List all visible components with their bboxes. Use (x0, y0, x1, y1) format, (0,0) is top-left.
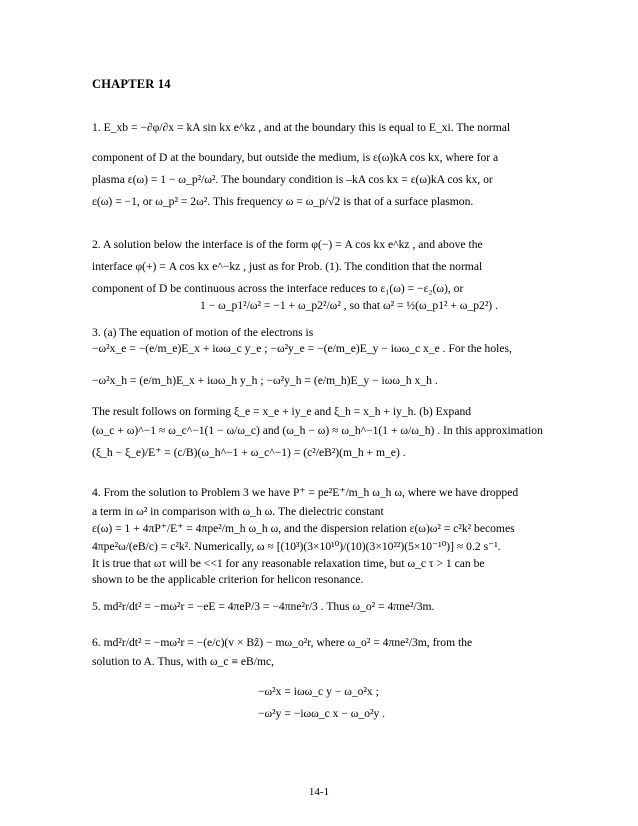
problem-4-line-3: ε(ω) = 1 + 4πP⁺/E⁺ = 4πpe²/m_h ω_h ω, and the dispersion relation ε(ω)ω² = c²k² becomes (92, 522, 515, 535)
chapter-heading: CHAPTER 14 (92, 77, 171, 91)
problem-6-line-2: solution to A. Thus, with ω_c ≡ eB/mc, (92, 655, 275, 668)
problem-6-equation-1: −ω²x = iωω_c y − ω_o²x ; (258, 685, 379, 698)
problem-4-line-6: shown to be the applicable criterion for helicon resonance. (92, 573, 364, 586)
problem-1-line-2: component of D at the boundary, but outside the medium, is ε(ω)kA cos kx, where for a (92, 151, 499, 164)
problem-2-equation: 1 − ω_p1²/ω² = −1 + ω_p2²/ω² , so that ω² = ½(ω_p1² + ω_p2²) . (200, 299, 498, 312)
problem-6-line-1: 6. md²r/dt² = −mω²r = −(e/c)(v × Bẑ) − mω_o²r, where ω_o² = 4πne²/3m, from the (92, 636, 473, 649)
problem-4-line-1: 4. From the solution to Problem 3 we have P⁺ = pe²E⁺/m_h ω_h ω, where we have dropped (92, 486, 519, 499)
problem-4-line-4: 4πpe²ω/(eB/c) = c²k². Numerically, ω ≈ [(10³)(3×10¹⁰)/(10)(3×10²²)(5×10⁻¹⁰)] ≈ 0.2 s⁻¹. (92, 540, 501, 553)
problem-2-line-3: component of D be continuous across the interface reduces to ε₁(ω) = −ε₂(ω), or (92, 282, 464, 295)
problem-3-line-2: −ω²x_e = −(e/m_e)E_x + iωω_c y_e ; −ω²y_e = −(e/m_e)E_y − iωω_c x_e . For the holes, (92, 342, 512, 355)
problem-3-line-1: 3. (a) The equation of motion of the electrons is (92, 326, 314, 339)
problem-3-line-4: The result follows on forming ξ_e = x_e + iy_e and ξ_h = x_h + iy_h. (b) Expand (92, 405, 472, 418)
page-number: 14-1 (308, 786, 330, 798)
problem-5-line: 5. md²r/dt² = −mω²r = −eE = 4πeP/3 = −4πne²r/3 . Thus ω_o² = 4πne²/3m. (92, 600, 435, 613)
problem-3-line-5: (ω_c + ω)^−1 ≈ ω_c^−1(1 − ω/ω_c) and (ω_h − ω) ≈ ω_h^−1(1 + ω/ω_h) . In this approximation (92, 424, 543, 437)
problem-1-line-3: plasma ε(ω) = 1 − ω_p²/ω². The boundary condition is –kA cos kx = ε(ω)kA cos kx, or (92, 173, 493, 186)
problem-4-line-2: a term in ω² in comparison with ω_h ω. The dielectric constant (92, 505, 384, 518)
problem-2-line-2: interface φ(+) = A cos kx e^−kz , just as for Prob. (1). The condition that the normal (92, 260, 483, 273)
problem-1-line-1: 1. E_xb = −∂φ/∂x = kA sin kx e^kz , and at the boundary this is equal to E_xi. The normal (92, 121, 511, 134)
problem-2-line-1: 2. A solution below the interface is of the form φ(−) = A cos kx e^kz , and above the (92, 238, 483, 251)
problem-6-equation-2: −ω²y = −iωω_c x − ω_o²y . (258, 707, 386, 720)
problem-1-line-4: ε(ω) = −1, or ω_p² = 2ω². This frequency ω = ω_p/√2 is that of a surface plasmon. (92, 195, 474, 208)
problem-3-line-3: −ω²x_h = (e/m_h)E_x + iωω_h y_h ; −ω²y_h = (e/m_h)E_y − iωω_h x_h . (92, 374, 438, 387)
problem-4-line-5: It is true that ωτ will be <<1 for any reasonable relaxation time, but ω_c τ > 1 can be (92, 557, 485, 570)
problem-3-line-6: (ξ_h − ξ_e)/E⁺ = (c/B)(ω_h^−1 + ω_c^−1) = (c²/eB²)(m_h + m_e) . (92, 446, 406, 459)
